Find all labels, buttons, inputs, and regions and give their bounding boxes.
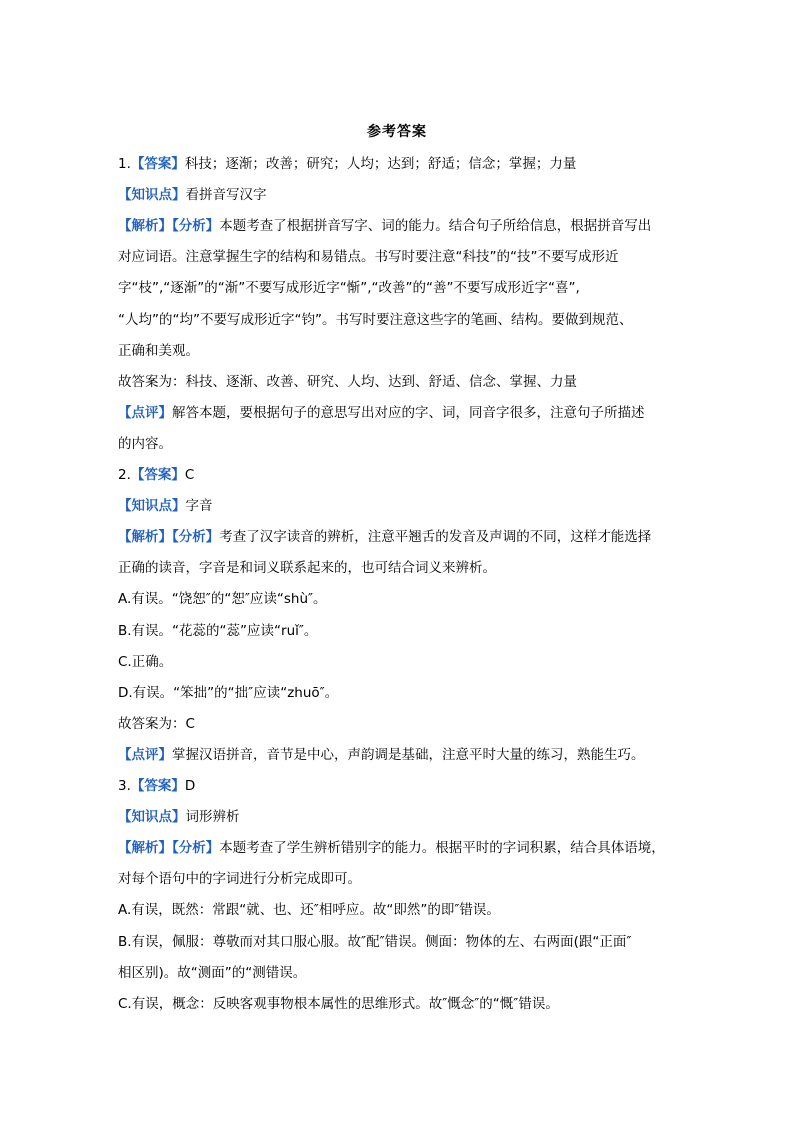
text-line	[118, 465, 194, 485]
text-line	[118, 807, 240, 827]
text-line	[118, 776, 195, 796]
section-tag: 【分析】	[172, 218, 220, 235]
line-text: C.有误，概念：反映客观事物根本属性的思维形式。故″慨念″的“慨″错误。	[118, 995, 559, 1012]
line-text: 相区别)。故“测面”的“测错误。	[118, 964, 307, 981]
text-line	[118, 869, 361, 889]
line-text: A.有误，既然：常跟“就、也、还″相呼应。故“即然”的即″错误。	[118, 902, 500, 919]
text-line	[118, 403, 645, 423]
line-text: 对应词语。注意掌握生字的结构和易错点。书写时要注意“科技”的“技”不要写成形近	[118, 249, 619, 266]
item-number: 3.	[118, 778, 131, 794]
text-line	[118, 963, 306, 983]
text-line	[118, 527, 651, 547]
item-number: 2.	[118, 467, 131, 483]
text-line	[118, 745, 645, 765]
text-line	[118, 838, 665, 858]
section-tag: 【解析】	[118, 529, 172, 546]
line-text: 正确和美观。	[118, 342, 199, 359]
text-line	[118, 247, 618, 267]
line-text: B.有误，佩服：尊敬而对其口服心服。故″配″错误。侧面：物体的左、右两面(跟“正面″	[118, 933, 632, 950]
line-text: C	[184, 467, 195, 483]
section-tag: 【答案】	[130, 467, 185, 483]
line-text: 本题考查了根据拼音写字、词的能力。结合句子所给信息，根据拼音写出	[219, 218, 652, 235]
line-text: A.有误。“饶恕″的“恕″应读“shù″。	[118, 591, 327, 608]
text-line	[118, 683, 338, 703]
text-line	[118, 154, 576, 174]
line-text: D	[184, 778, 196, 794]
text-line	[118, 652, 172, 672]
line-text: D.有误。“笨拙”的“拙″应读“zhuō″。	[118, 684, 339, 701]
line-text: 科技；逐渐；改善；研究；人均；达到；舒适；信念；掌握；力量	[184, 156, 577, 172]
text-line	[118, 434, 172, 454]
item-number: 1.	[118, 156, 131, 172]
text-line	[118, 496, 213, 516]
line-text: 字音	[185, 498, 213, 515]
text-line	[118, 932, 631, 952]
text-line	[118, 185, 267, 205]
section-tag: 【知识点】	[118, 498, 186, 515]
text-line	[118, 900, 500, 920]
line-text: 的内容。	[118, 435, 172, 452]
section-tag: 【分析】	[172, 840, 220, 857]
text-line	[118, 278, 580, 298]
section-tag: 【点评】	[118, 404, 172, 421]
line-text: 字“枝”,“逐渐”的“渐”不要写成形近字“惭”,“改善”的“善”不要写成形近字“喜”,	[118, 280, 580, 297]
line-text: 故答案为：C	[118, 715, 195, 732]
section-tag: 【答案】	[130, 156, 185, 172]
section-tag: 【解析】	[118, 840, 172, 857]
text-line	[118, 341, 199, 361]
line-text: 故答案为：科技、逐渐、改善、研究、人均、达到、舒适、信念、掌握、力量	[118, 373, 577, 390]
line-text: 词形辨析	[185, 809, 240, 826]
line-text: 本题考查了学生辨析错别字的能力。根据平时的字词积累，结合具体语境，	[219, 840, 665, 857]
line-text: 正确的读音，字音是和词义联系起来的，也可结合词义来辨析。	[118, 560, 496, 577]
text-line	[118, 621, 317, 641]
section-tag: 【分析】	[172, 529, 220, 546]
line-text: 对每个语句中的字词进行分析完成即可。	[118, 871, 361, 888]
text-line	[118, 310, 632, 330]
text-line	[118, 994, 559, 1014]
page-title: 参考答案	[367, 124, 427, 140]
line-text: 考查了汉字读音的辨析，注意平翘舌的发音及声调的不同，这样才能选择	[219, 529, 652, 546]
text-line	[118, 589, 327, 609]
text-line	[118, 714, 195, 734]
line-text: 解答本题，要根据句子的意思写出对应的字、词，同音字很多，注意句子所描述	[172, 404, 645, 421]
line-text: “人均”的“均”不要写成形近字“钧”。书写时要注意这些字的笔画、结构。要做到规范、	[118, 311, 633, 328]
section-tag: 【答案】	[130, 778, 185, 794]
text-line	[118, 216, 651, 236]
line-text: C.正确。	[118, 653, 173, 670]
section-tag: 【知识点】	[118, 809, 186, 826]
line-text: B.有误。“花蕊的“蕊”应读“ruǐ″。	[118, 622, 318, 639]
section-tag: 【点评】	[118, 746, 172, 763]
line-text: 看拼音写汉字	[185, 187, 267, 204]
section-tag: 【知识点】	[118, 187, 186, 204]
line-text: 掌握汉语拼音，音节是中心，声韵调是基础，注意平时大量的练习，熟能生巧。	[172, 746, 645, 763]
text-line	[118, 558, 496, 578]
text-line	[118, 372, 577, 392]
section-tag: 【解析】	[118, 218, 172, 235]
